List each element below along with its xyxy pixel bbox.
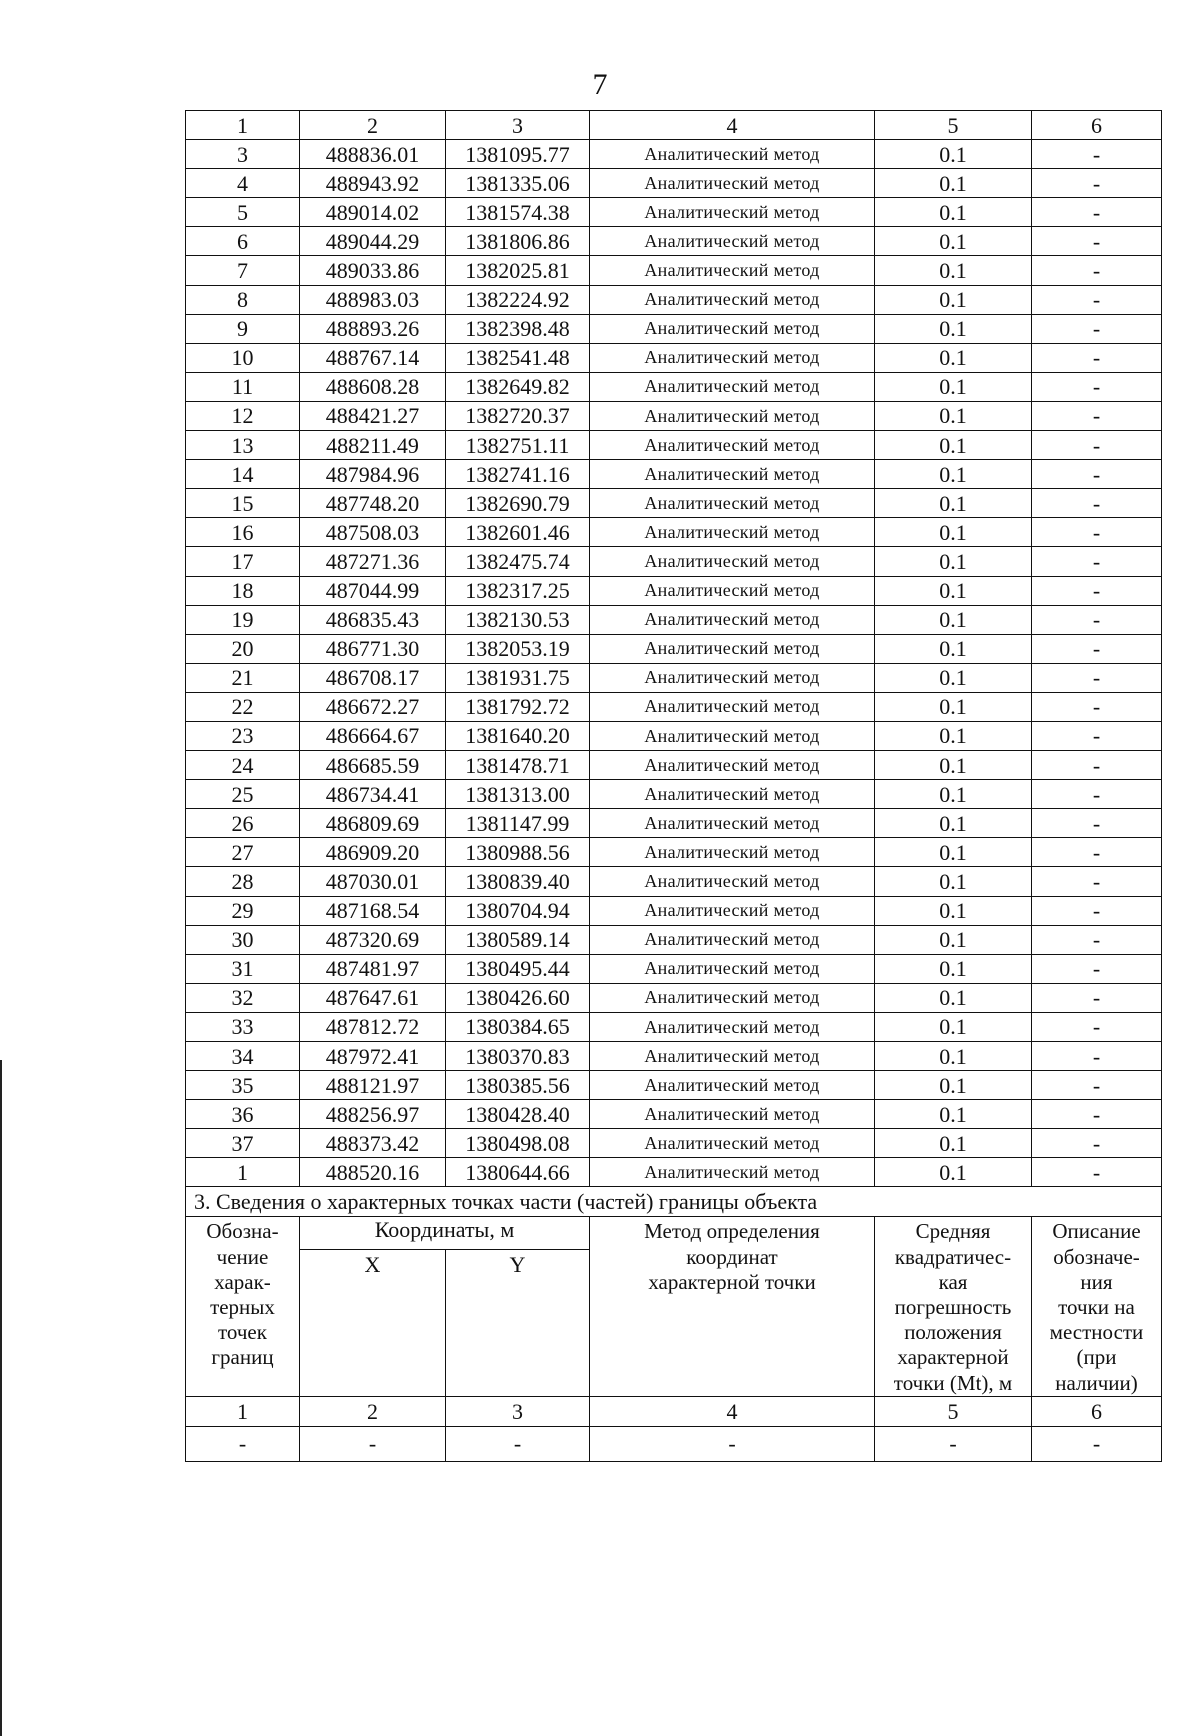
description-cell: - [1032,547,1162,576]
point-number-cell: 4 [186,169,300,198]
coord-x-cell: 487044.99 [300,576,446,605]
point-number-cell: 3 [186,140,300,169]
method-cell: Аналитический метод [590,372,875,401]
coord-y-cell: 1380644.66 [446,1158,590,1187]
description-cell: - [1032,314,1162,343]
mt-value-cell: 0.1 [875,140,1032,169]
coord-x-cell: 488836.01 [300,140,446,169]
method-cell: Аналитический метод [590,634,875,663]
point-number-cell: 14 [186,460,300,489]
coord-y-cell: 1382053.19 [446,634,590,663]
mt-value-cell: 0.1 [875,227,1032,256]
coord-x-cell: 486708.17 [300,663,446,692]
description-cell: - [1032,431,1162,460]
coord-x-cell: 487481.97 [300,954,446,983]
boundary-points-table [185,110,1162,1462]
column-index-cell: 2 [300,1396,446,1426]
description-cell: - [1032,780,1162,809]
point-number-cell: 5 [186,198,300,227]
mt-value-cell: 0.1 [875,576,1032,605]
mt-value-cell: 0.1 [875,489,1032,518]
coord-y-cell: 1382475.74 [446,547,590,576]
section3-index-row [186,1396,1162,1426]
coord-x-cell: 487984.96 [300,460,446,489]
point-number-cell: 15 [186,489,300,518]
table-row [186,751,1162,780]
coord-y-cell: 1381147.99 [446,809,590,838]
coord-x-cell: 488373.42 [300,1129,446,1158]
coord-x-cell: 487748.20 [300,489,446,518]
coord-x-cell: 487812.72 [300,1012,446,1041]
method-cell: Аналитический метод [590,314,875,343]
mt-value-cell: 0.1 [875,838,1032,867]
method-cell: Аналитический метод [590,547,875,576]
description-cell: - [1032,198,1162,227]
header-designation: Обозна- чение харак- терных точек границ [186,1217,300,1396]
description-cell: - [1032,867,1162,896]
description-cell: - [1032,489,1162,518]
column-index-cell: 1 [186,111,300,140]
coord-x-cell: 486672.27 [300,692,446,721]
mt-value-cell: 0.1 [875,809,1032,838]
method-cell: Аналитический метод [590,663,875,692]
description-cell: - [1032,576,1162,605]
coord-y-cell: 1380495.44 [446,954,590,983]
header-y: Y [446,1249,590,1396]
scan-edge-line [0,1060,2,1736]
table-row [186,605,1162,634]
mt-value-cell: 0.1 [875,401,1032,430]
point-number-cell: 16 [186,518,300,547]
method-cell: Аналитический метод [590,1012,875,1041]
table-row [186,809,1162,838]
description-cell: - [1032,140,1162,169]
coord-x-cell: 487030.01 [300,867,446,896]
method-cell: Аналитический метод [590,576,875,605]
point-number-cell: 6 [186,227,300,256]
description-cell: - [1032,1129,1162,1158]
column-index-cell: 2 [300,111,446,140]
coord-x-cell: 487647.61 [300,983,446,1012]
mt-value-cell: 0.1 [875,925,1032,954]
table-row [186,431,1162,460]
mt-value-cell: 0.1 [875,954,1032,983]
table-row [186,401,1162,430]
column-index-row [186,111,1162,140]
mt-value-cell: 0.1 [875,663,1032,692]
column-index-cell: 4 [590,111,875,140]
coord-y-cell: 1380426.60 [446,983,590,1012]
coord-y-cell: 1380370.83 [446,1042,590,1071]
mt-value-cell: 0.1 [875,1071,1032,1100]
coord-y-cell: 1382025.81 [446,256,590,285]
method-cell: Аналитический метод [590,721,875,750]
point-number-cell: 20 [186,634,300,663]
coord-y-cell: 1380385.56 [446,1071,590,1100]
section3-empty-row [186,1426,1162,1461]
column-index-cell: 1 [186,1396,300,1426]
method-cell: Аналитический метод [590,925,875,954]
coord-y-cell: 1382751.11 [446,431,590,460]
column-index-cell: 5 [875,1396,1032,1426]
table-row [186,140,1162,169]
method-cell: Аналитический метод [590,605,875,634]
description-cell: - [1032,721,1162,750]
header-mt: Средняя квадратичес- кая погрешность положения характерной точки (Mt), м [875,1217,1032,1396]
header-description: Описание обозначе- ния точки на местности (при наличии) [1032,1217,1162,1396]
coord-y-cell: 1380384.65 [446,1012,590,1041]
description-cell: - [1032,460,1162,489]
point-number-cell: 31 [186,954,300,983]
coord-x-cell: 486809.69 [300,809,446,838]
description-cell: - [1032,838,1162,867]
description-cell: - [1032,343,1162,372]
coord-y-cell: 1381095.77 [446,140,590,169]
point-number-cell: 24 [186,751,300,780]
column-index-cell: 3 [446,111,590,140]
method-cell: Аналитический метод [590,285,875,314]
coord-x-cell: 489044.29 [300,227,446,256]
point-number-cell: 8 [186,285,300,314]
table-row [186,547,1162,576]
mt-value-cell: 0.1 [875,198,1032,227]
column-index-cell: 6 [1032,1396,1162,1426]
method-cell: Аналитический метод [590,256,875,285]
coord-y-cell: 1381335.06 [446,169,590,198]
table-row [186,1071,1162,1100]
coord-y-cell: 1382317.25 [446,576,590,605]
table-row [186,314,1162,343]
mt-value-cell: 0.1 [875,983,1032,1012]
method-cell: Аналитический метод [590,198,875,227]
coord-x-cell: 488256.97 [300,1100,446,1129]
table-row [186,1158,1162,1187]
coord-x-cell: 486835.43 [300,605,446,634]
table-row [186,256,1162,285]
point-number-cell: 22 [186,692,300,721]
mt-value-cell: 0.1 [875,780,1032,809]
method-cell: Аналитический метод [590,169,875,198]
table-row [186,896,1162,925]
method-cell: Аналитический метод [590,460,875,489]
empty-cell: - [875,1426,1032,1461]
mt-value-cell: 0.1 [875,634,1032,663]
table-row [186,925,1162,954]
table-row [186,227,1162,256]
coord-x-cell: 487508.03 [300,518,446,547]
mt-value-cell: 0.1 [875,1158,1032,1187]
method-cell: Аналитический метод [590,1158,875,1187]
method-cell: Аналитический метод [590,692,875,721]
point-number-cell: 19 [186,605,300,634]
method-cell: Аналитический метод [590,140,875,169]
coord-y-cell: 1380428.40 [446,1100,590,1129]
section3-title: 3. Сведения о характерных точках части (частей) границы объекта [186,1187,1162,1217]
mt-value-cell: 0.1 [875,343,1032,372]
coord-y-cell: 1381640.20 [446,721,590,750]
point-number-cell: 9 [186,314,300,343]
method-cell: Аналитический метод [590,780,875,809]
description-cell: - [1032,227,1162,256]
description-cell: - [1032,896,1162,925]
mt-value-cell: 0.1 [875,460,1032,489]
coord-y-cell: 1381574.38 [446,198,590,227]
coord-x-cell: 487168.54 [300,896,446,925]
coord-y-cell: 1381806.86 [446,227,590,256]
point-number-cell: 28 [186,867,300,896]
method-cell: Аналитический метод [590,896,875,925]
coord-y-cell: 1380589.14 [446,925,590,954]
coord-y-cell: 1382541.48 [446,343,590,372]
description-cell: - [1032,1158,1162,1187]
point-number-cell: 23 [186,721,300,750]
point-number-cell: 33 [186,1012,300,1041]
description-cell: - [1032,285,1162,314]
table-row [186,285,1162,314]
point-number-cell: 37 [186,1129,300,1158]
mt-value-cell: 0.1 [875,896,1032,925]
point-number-cell: 11 [186,372,300,401]
table-row [186,489,1162,518]
header-x: X [300,1249,446,1396]
table-row [186,576,1162,605]
coord-y-cell: 1382741.16 [446,460,590,489]
coord-x-cell: 488421.27 [300,401,446,430]
description-cell: - [1032,1100,1162,1129]
page-number: 7 [592,68,608,101]
point-number-cell: 30 [186,925,300,954]
mt-value-cell: 0.1 [875,721,1032,750]
empty-cell: - [590,1426,875,1461]
description-cell: - [1032,1042,1162,1071]
empty-cell: - [1032,1426,1162,1461]
coord-x-cell: 486909.20 [300,838,446,867]
table-row [186,983,1162,1012]
mt-value-cell: 0.1 [875,372,1032,401]
coord-y-cell: 1380839.40 [446,867,590,896]
mt-value-cell: 0.1 [875,1042,1032,1071]
mt-value-cell: 0.1 [875,1129,1032,1158]
mt-value-cell: 0.1 [875,867,1032,896]
table-row [186,780,1162,809]
header-method: Метод определения координат характерной точки [590,1217,875,1396]
method-cell: Аналитический метод [590,954,875,983]
coord-x-cell: 489033.86 [300,256,446,285]
column-index-cell: 4 [590,1396,875,1426]
description-cell: - [1032,634,1162,663]
description-cell: - [1032,518,1162,547]
table-row [186,169,1162,198]
coord-x-cell: 488767.14 [300,343,446,372]
coord-y-cell: 1382130.53 [446,605,590,634]
table-row [186,198,1162,227]
table-row [186,867,1162,896]
point-number-cell: 35 [186,1071,300,1100]
mt-value-cell: 0.1 [875,314,1032,343]
table-row [186,954,1162,983]
mt-value-cell: 0.1 [875,431,1032,460]
coord-y-cell: 1382224.92 [446,285,590,314]
method-cell: Аналитический метод [590,983,875,1012]
description-cell: - [1032,256,1162,285]
coord-y-cell: 1381478.71 [446,751,590,780]
method-cell: Аналитический метод [590,431,875,460]
coord-y-cell: 1382720.37 [446,401,590,430]
method-cell: Аналитический метод [590,343,875,372]
point-number-cell: 21 [186,663,300,692]
coord-x-cell: 486771.30 [300,634,446,663]
coord-y-cell: 1380988.56 [446,838,590,867]
point-number-cell: 13 [186,431,300,460]
coord-y-cell: 1381313.00 [446,780,590,809]
section3-header-row [186,1217,1162,1249]
coord-y-cell: 1382601.46 [446,518,590,547]
method-cell: Аналитический метод [590,1129,875,1158]
table-row [186,1042,1162,1071]
table-row [186,372,1162,401]
method-cell: Аналитический метод [590,1042,875,1071]
coord-x-cell: 488211.49 [300,431,446,460]
description-cell: - [1032,169,1162,198]
description-cell: - [1032,983,1162,1012]
column-index-cell: 3 [446,1396,590,1426]
coord-x-cell: 488121.97 [300,1071,446,1100]
coord-x-cell: 488983.03 [300,285,446,314]
point-number-cell: 34 [186,1042,300,1071]
coord-x-cell: 486685.59 [300,751,446,780]
coord-x-cell: 489014.02 [300,198,446,227]
coord-x-cell: 487320.69 [300,925,446,954]
description-cell: - [1032,1071,1162,1100]
coord-x-cell: 488608.28 [300,372,446,401]
mt-value-cell: 0.1 [875,1100,1032,1129]
point-number-cell: 7 [186,256,300,285]
method-cell: Аналитический метод [590,227,875,256]
section3-title-row [186,1187,1162,1217]
point-number-cell: 29 [186,896,300,925]
coord-y-cell: 1381931.75 [446,663,590,692]
table-row [186,721,1162,750]
table-row [186,838,1162,867]
description-cell: - [1032,925,1162,954]
description-cell: - [1032,809,1162,838]
mt-value-cell: 0.1 [875,256,1032,285]
coord-x-cell: 487271.36 [300,547,446,576]
mt-value-cell: 0.1 [875,169,1032,198]
coord-x-cell: 488943.92 [300,169,446,198]
coord-x-cell: 487972.41 [300,1042,446,1071]
method-cell: Аналитический метод [590,838,875,867]
method-cell: Аналитический метод [590,1071,875,1100]
method-cell: Аналитический метод [590,751,875,780]
description-cell: - [1032,751,1162,780]
method-cell: Аналитический метод [590,1100,875,1129]
table-row [186,692,1162,721]
empty-cell: - [300,1426,446,1461]
coord-y-cell: 1380498.08 [446,1129,590,1158]
mt-value-cell: 0.1 [875,285,1032,314]
coord-y-cell: 1381792.72 [446,692,590,721]
mt-value-cell: 0.1 [875,547,1032,576]
description-cell: - [1032,663,1162,692]
table-row [186,1129,1162,1158]
table-row [186,634,1162,663]
table-row [186,663,1162,692]
point-number-cell: 12 [186,401,300,430]
table-row [186,518,1162,547]
empty-cell: - [446,1426,590,1461]
point-number-cell: 32 [186,983,300,1012]
coord-x-cell: 488893.26 [300,314,446,343]
empty-cell: - [186,1426,300,1461]
point-number-cell: 27 [186,838,300,867]
coord-x-cell: 486664.67 [300,721,446,750]
mt-value-cell: 0.1 [875,605,1032,634]
coord-x-cell: 488520.16 [300,1158,446,1187]
method-cell: Аналитический метод [590,489,875,518]
table-row [186,1100,1162,1129]
description-cell: - [1032,401,1162,430]
point-number-cell: 10 [186,343,300,372]
mt-value-cell: 0.1 [875,751,1032,780]
description-cell: - [1032,1012,1162,1041]
description-cell: - [1032,605,1162,634]
point-number-cell: 36 [186,1100,300,1129]
method-cell: Аналитический метод [590,401,875,430]
mt-value-cell: 0.1 [875,518,1032,547]
description-cell: - [1032,372,1162,401]
method-cell: Аналитический метод [590,518,875,547]
table-row [186,343,1162,372]
mt-value-cell: 0.1 [875,692,1032,721]
table-row [186,460,1162,489]
column-index-cell: 5 [875,111,1032,140]
point-number-cell: 17 [186,547,300,576]
description-cell: - [1032,954,1162,983]
coord-y-cell: 1382398.48 [446,314,590,343]
point-number-cell: 1 [186,1158,300,1187]
method-cell: Аналитический метод [590,809,875,838]
coord-x-cell: 486734.41 [300,780,446,809]
table-row [186,1012,1162,1041]
header-coordinates: Координаты, м [300,1217,590,1249]
method-cell: Аналитический метод [590,867,875,896]
coord-y-cell: 1380704.94 [446,896,590,925]
point-number-cell: 26 [186,809,300,838]
coord-y-cell: 1382649.82 [446,372,590,401]
column-index-cell: 6 [1032,111,1162,140]
coord-y-cell: 1382690.79 [446,489,590,518]
point-number-cell: 18 [186,576,300,605]
mt-value-cell: 0.1 [875,1012,1032,1041]
point-number-cell: 25 [186,780,300,809]
description-cell: - [1032,692,1162,721]
